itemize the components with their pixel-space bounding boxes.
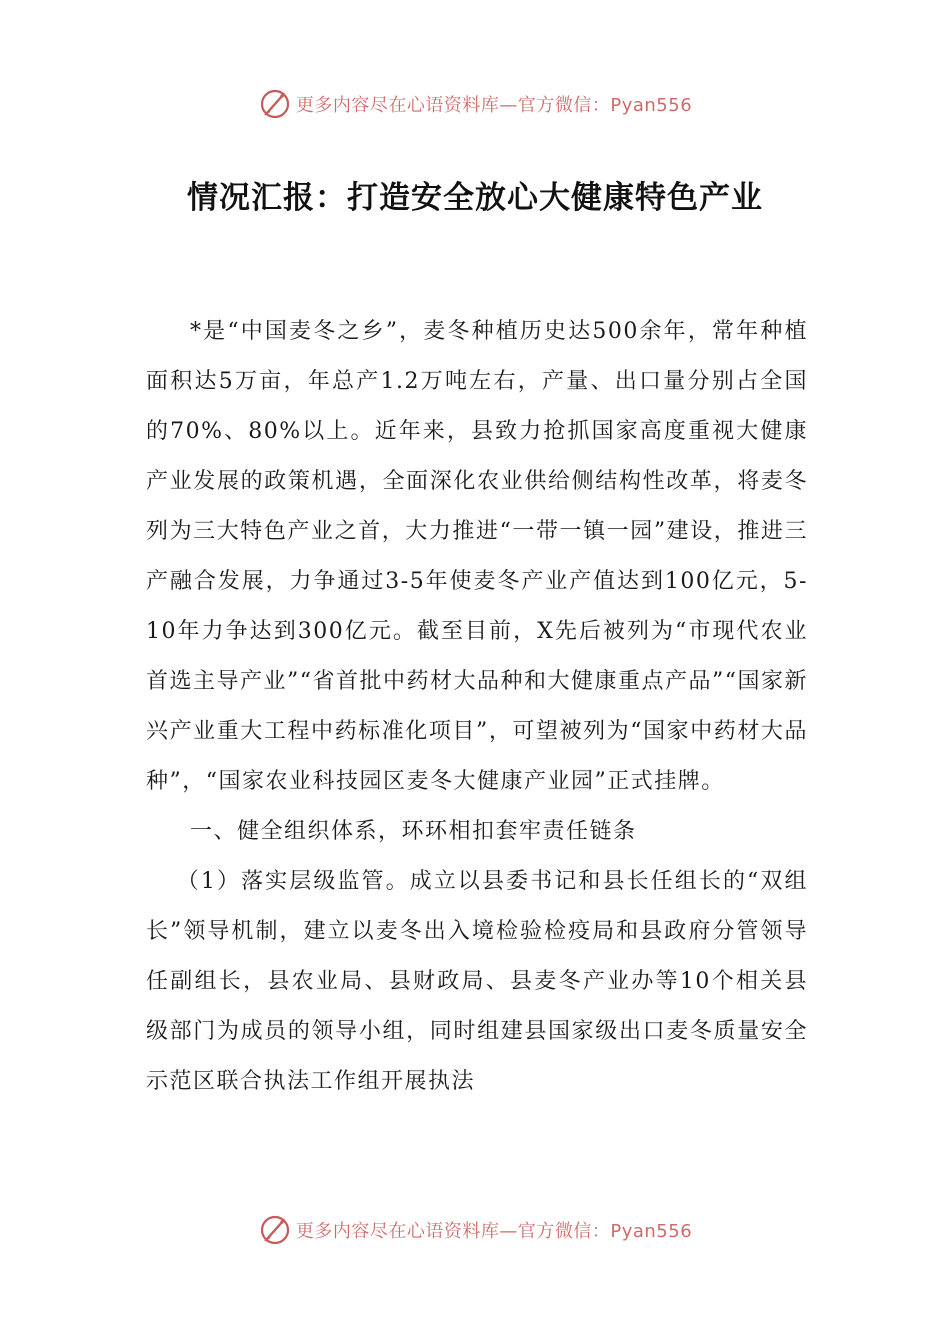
intro-paragraph: *是“中国麦冬之乡”，麦冬种植历史达500余年，常年种植面积达5万亩，年总产1.2万吨左右，产量、出口量分别占全国的70%、80%以上。近年来，县致力抢抓国家高度重视大健康产业发展的政策机遇，全面深化农业供给侧结构性改革，将麦冬列为三大特色产业之首，大力推进“一带一镇一园”建设，推进三产融合发展，力争通过3-5年使麦冬产业产值达到100亿元，5-10年力争达到300亿元。截至目前，X先后被列为“市现代农业首选主导产业”“省首批中药材大品种和大健康重点产品”“国家新兴产业重大工程中药标准化项目”，可望被列为“国家中药材大品种”，“国家农业科技园区麦冬大健康产业园”正式挂牌。 [146,319,808,794]
watermark-text: 更多内容尽在心语资料库—官方微信：Pyan556 [295,1221,693,1242]
watermark-header [0,84,950,124]
pen-logo-icon [258,87,292,121]
watermark-footer [0,1210,950,1250]
document-body [146,307,808,1107]
pen-logo-icon [258,1213,292,1247]
section-heading-1: 一、健全组织体系，环环相扣套牢责任链条 [190,819,637,844]
item-paragraph-1: （1）落实层级监管。成立以县委书记和县长任组长的“双组长”领导机制，建立以麦冬出入境检验检疫局和县政府分管领导任副组长，县农业局、县财政局、县麦冬产业办等10个相关县级部门为成员的领导小组，同时组建县国家级出口麦冬质量安全示范区联合执法工作组开展执法 [146,869,808,1094]
watermark-text: 更多内容尽在心语资料库—官方微信：Pyan556 [295,95,693,116]
document-title: 情况汇报：打造安全放心大健康特色产业 [187,180,763,216]
